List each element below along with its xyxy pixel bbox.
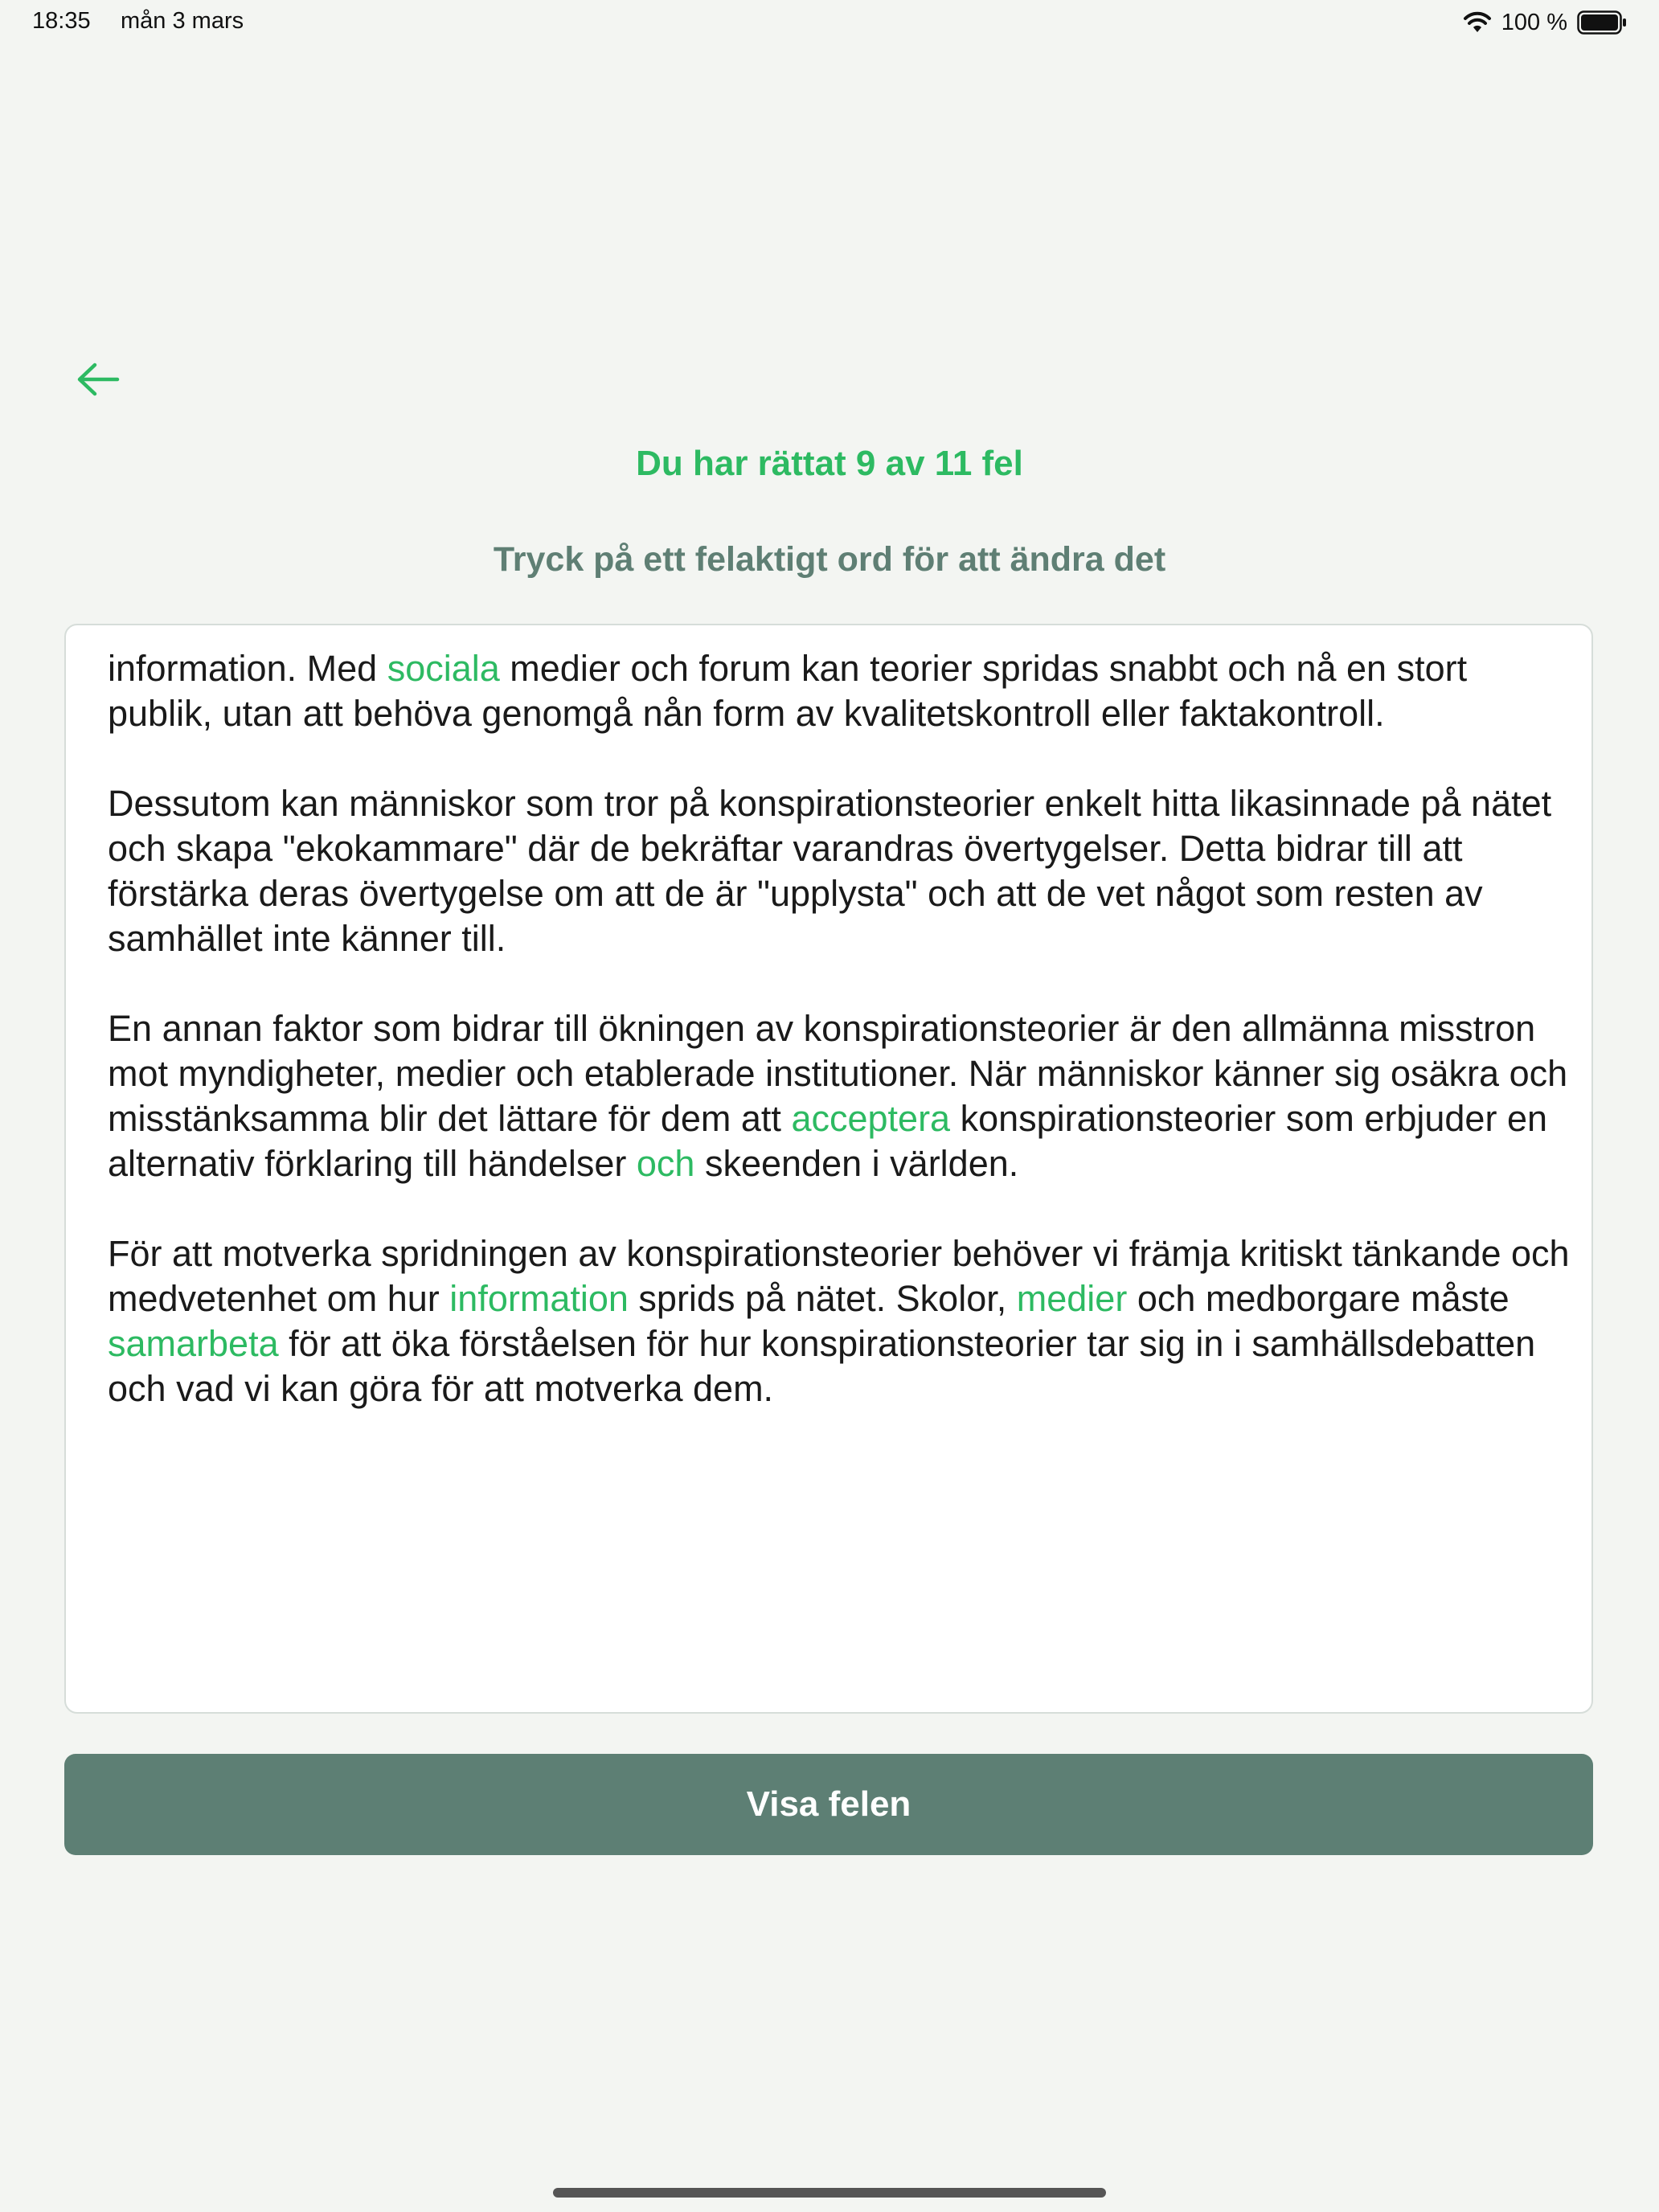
text-word[interactable]: teorier <box>870 648 973 689</box>
text-word[interactable]: behöva <box>353 693 472 734</box>
text-word[interactable]: myndigheter, <box>178 1053 386 1094</box>
text-word[interactable]: övertygelser. <box>964 828 1169 869</box>
text-word[interactable]: erbjuder <box>1364 1098 1497 1139</box>
text-word[interactable]: form <box>713 693 786 734</box>
text-word[interactable]: genomgå <box>481 693 633 734</box>
text-word[interactable]: konspirationsteorier <box>803 1008 1120 1049</box>
text-word[interactable]: snabbt <box>1108 648 1218 689</box>
text-word[interactable]: skapa <box>176 828 273 869</box>
text-word[interactable]: om <box>554 873 604 914</box>
text-word[interactable]: av <box>755 1008 794 1049</box>
text-word[interactable]: lättare <box>498 1098 599 1139</box>
text-content <box>108 646 1571 1456</box>
text-paragraph <box>108 781 1571 961</box>
text-word[interactable]: En <box>108 1008 153 1049</box>
text-word[interactable]: nätet. <box>795 1278 887 1319</box>
battery-percentage: 100 % <box>1501 9 1567 35</box>
corrected-word[interactable]: medier <box>1016 1278 1128 1319</box>
text-word[interactable]: nån <box>642 693 703 734</box>
text-word[interactable]: information. <box>108 648 297 689</box>
text-word[interactable]: till <box>1378 828 1412 869</box>
text-word[interactable]: av <box>1444 873 1483 914</box>
battery-icon <box>1577 10 1627 35</box>
status-time: 18:35 <box>32 8 91 34</box>
text-word[interactable]: För <box>108 1233 162 1274</box>
text-word[interactable]: till <box>554 1008 588 1049</box>
text-word[interactable]: en <box>1506 1098 1548 1139</box>
text-word[interactable]: tror <box>604 783 659 824</box>
text-word[interactable]: konspirationsteorier <box>626 1233 943 1274</box>
text-word[interactable]: känner <box>1213 1053 1325 1094</box>
text-word[interactable]: dem. <box>693 1368 774 1409</box>
text-word[interactable]: forum <box>698 648 792 689</box>
text-word[interactable]: öka <box>391 1323 450 1364</box>
text-word[interactable]: om <box>326 1278 378 1319</box>
text-word[interactable]: av <box>795 693 834 734</box>
corrected-word[interactable]: och <box>636 1143 695 1184</box>
text-word[interactable]: människor <box>349 783 516 824</box>
text-word[interactable]: medvetenhet <box>108 1278 317 1319</box>
text-word[interactable]: i <box>871 1143 880 1184</box>
arrow-left-icon <box>76 362 121 401</box>
text-word[interactable]: faktakontroll. <box>1179 693 1385 734</box>
text-paragraph <box>108 1006 1571 1186</box>
text-word[interactable]: hitta <box>1151 783 1220 824</box>
text-word[interactable]: När <box>968 1053 1027 1094</box>
text-word[interactable]: är <box>715 873 748 914</box>
text-word[interactable]: sig <box>1333 1053 1381 1094</box>
text-word[interactable]: "upplysta" <box>757 873 918 914</box>
text-word[interactable]: på <box>1420 783 1461 824</box>
text-word[interactable]: bidrar <box>1275 828 1368 869</box>
text-word[interactable]: likasinnade <box>1229 783 1411 824</box>
text-word[interactable]: konspirationsteorier <box>761 1323 1077 1364</box>
text-word[interactable]: nätet <box>1471 783 1552 824</box>
text-editor[interactable] <box>64 624 1593 1714</box>
text-word[interactable]: kvalitetskontroll <box>843 693 1092 734</box>
text-word[interactable]: tänkande <box>1352 1233 1501 1274</box>
text-word[interactable]: dem <box>660 1098 731 1139</box>
text-word[interactable]: utan <box>222 693 293 734</box>
text-word[interactable]: publik, <box>108 693 213 734</box>
text-word[interactable]: något <box>1154 873 1246 914</box>
text-word[interactable]: förståelsen <box>459 1323 637 1364</box>
text-word[interactable]: kan <box>281 783 339 824</box>
text-word[interactable]: och <box>1227 648 1286 689</box>
text-word[interactable]: för <box>646 1323 689 1364</box>
text-word[interactable]: att <box>172 1233 213 1274</box>
text-word[interactable]: in <box>1195 1323 1224 1364</box>
corrected-word[interactable]: acceptera <box>791 1098 951 1139</box>
text-word[interactable]: och <box>108 828 166 869</box>
text-word[interactable]: kritiskt <box>1239 1233 1342 1274</box>
text-word[interactable]: motverka <box>534 1368 683 1409</box>
text-word[interactable]: som <box>526 783 595 824</box>
text-word[interactable]: institutioner. <box>765 1053 959 1094</box>
wifi-icon <box>1463 11 1492 34</box>
instruction-text: Tryck på ett felaktigt ord för att ändra det <box>493 540 1166 579</box>
text-word[interactable]: medborgare <box>1205 1278 1401 1319</box>
text-word[interactable]: Detta <box>1178 828 1266 869</box>
text-word[interactable]: kan <box>281 1368 339 1409</box>
text-word[interactable]: göra <box>349 1368 422 1409</box>
text-word[interactable]: bidrar <box>451 1008 544 1049</box>
text-word[interactable]: medier <box>510 648 621 689</box>
text-word[interactable]: att <box>483 1368 524 1409</box>
text-word[interactable]: förklaring <box>264 1143 414 1184</box>
text-word[interactable]: behöver <box>952 1233 1083 1274</box>
home-indicator <box>553 2188 1106 2198</box>
corrected-word[interactable]: samarbeta <box>108 1323 279 1364</box>
text-word[interactable]: och <box>1137 1278 1196 1319</box>
text-word[interactable]: måste <box>1411 1278 1509 1319</box>
progress-title: Du har rättat 9 av 11 fel <box>636 444 1023 483</box>
text-word[interactable]: etablerade <box>584 1053 756 1094</box>
text-word[interactable]: förstärka <box>108 873 249 914</box>
text-word[interactable]: att <box>996 873 1037 914</box>
text-word[interactable]: för <box>289 1323 331 1364</box>
text-word[interactable]: ökningen <box>598 1008 746 1049</box>
text-paragraph <box>108 646 1571 736</box>
text-word[interactable]: spridas <box>982 648 1100 689</box>
text-word[interactable]: faktor <box>272 1008 363 1049</box>
text-word[interactable]: i <box>1233 1323 1242 1364</box>
text-word[interactable]: den <box>1171 1008 1232 1049</box>
text-word[interactable]: tar <box>1087 1323 1129 1364</box>
text-word[interactable]: vi <box>1092 1233 1120 1274</box>
text-word[interactable]: de <box>589 828 630 869</box>
text-word[interactable]: där <box>527 828 580 869</box>
text-word[interactable]: och <box>928 873 986 914</box>
text-word[interactable]: mot <box>108 1053 169 1094</box>
text-word[interactable]: medier <box>395 1053 506 1094</box>
text-word[interactable]: världen. <box>890 1143 1019 1184</box>
text-word[interactable]: känner <box>341 918 452 959</box>
text-word[interactable]: skeenden <box>704 1143 862 1184</box>
text-word[interactable]: de <box>1046 873 1087 914</box>
back-button[interactable] <box>71 354 125 408</box>
status-date: mån 3 mars <box>121 8 244 34</box>
text-word[interactable]: främja <box>1129 1233 1230 1274</box>
text-word[interactable]: Skolor, <box>895 1278 1007 1319</box>
text-word[interactable]: inte <box>272 918 331 959</box>
text-word[interactable]: det <box>437 1098 488 1139</box>
text-word[interactable]: annan <box>162 1008 263 1049</box>
text-word[interactable]: spridningen <box>381 1233 568 1274</box>
text-word[interactable]: för <box>608 1098 651 1139</box>
text-word[interactable]: motverka <box>222 1233 371 1274</box>
corrected-word[interactable]: sociala <box>387 648 500 689</box>
text-word[interactable]: stort <box>1396 648 1468 689</box>
text-word[interactable]: deras <box>258 873 350 914</box>
text-word[interactable]: för <box>431 1368 474 1409</box>
text-word[interactable]: på <box>744 1278 786 1319</box>
text-word[interactable]: och <box>108 1368 166 1409</box>
text-word[interactable]: blir <box>379 1098 428 1139</box>
text-word[interactable]: eller <box>1100 693 1169 734</box>
text-word[interactable]: till. <box>461 918 506 959</box>
text-word[interactable]: vad <box>176 1368 235 1409</box>
status-bar <box>0 0 1659 45</box>
text-word[interactable]: varandras <box>793 828 954 869</box>
text-word[interactable]: som <box>1285 1098 1354 1139</box>
text-word[interactable]: allmänna <box>1242 1008 1389 1049</box>
text-word[interactable]: som <box>373 1008 442 1049</box>
text-word[interactable]: att <box>341 1323 382 1364</box>
text-word[interactable]: hur <box>698 1323 752 1364</box>
text-word[interactable]: konspirationsteorier <box>960 1098 1276 1139</box>
text-word[interactable]: nå <box>1296 648 1337 689</box>
text-word[interactable]: på <box>668 783 709 824</box>
text-word[interactable]: till <box>423 1143 458 1184</box>
text-word[interactable]: av <box>578 1233 616 1274</box>
text-word[interactable]: kan <box>801 648 860 689</box>
text-word[interactable]: vet <box>1096 873 1145 914</box>
text-word[interactable]: att <box>614 873 655 914</box>
text-word[interactable]: som <box>1256 873 1325 914</box>
text-word[interactable]: misstänksamma <box>108 1098 370 1139</box>
text-word[interactable]: osäkra <box>1391 1053 1500 1094</box>
text-word[interactable]: är <box>1129 1008 1161 1049</box>
text-word[interactable]: hur <box>387 1278 440 1319</box>
text-word[interactable]: människor <box>1036 1053 1204 1094</box>
text-word[interactable]: att <box>302 693 343 734</box>
text-word[interactable]: att <box>740 1098 781 1139</box>
text-word[interactable]: Dessutom <box>108 783 271 824</box>
text-word[interactable]: Med <box>306 648 378 689</box>
text-word[interactable]: händelser <box>467 1143 627 1184</box>
text-word[interactable]: alternativ <box>108 1143 255 1184</box>
text-word[interactable]: vi <box>244 1368 271 1409</box>
text-word[interactable]: resten <box>1333 873 1435 914</box>
text-word[interactable]: konspirationsteorier <box>719 783 1035 824</box>
text-paragraph <box>108 1231 1571 1411</box>
text-word[interactable]: "ekokammare" <box>282 828 518 869</box>
text-word[interactable]: samhällsdebatten <box>1251 1323 1536 1364</box>
corrected-word[interactable]: information <box>449 1278 629 1319</box>
text-word[interactable]: och <box>630 648 689 689</box>
text-word[interactable]: enkelt <box>1044 783 1141 824</box>
text-word[interactable]: en <box>1346 648 1387 689</box>
text-word[interactable]: sprids <box>638 1278 735 1319</box>
status-indicators <box>1463 6 1627 39</box>
text-word[interactable]: samhället <box>108 918 263 959</box>
text-word[interactable]: att <box>1422 828 1463 869</box>
text-word[interactable]: övertygelse <box>358 873 544 914</box>
text-word[interactable]: misstron <box>1399 1008 1536 1049</box>
text-word[interactable]: och <box>1511 1233 1570 1274</box>
text-word[interactable]: bekräftar <box>640 828 783 869</box>
text-word[interactable]: sig <box>1139 1323 1186 1364</box>
text-word[interactable]: och <box>515 1053 575 1094</box>
show-errors-button[interactable]: Visa felen <box>64 1754 1593 1855</box>
text-word[interactable]: och <box>1509 1053 1568 1094</box>
text-word[interactable]: de <box>664 873 705 914</box>
